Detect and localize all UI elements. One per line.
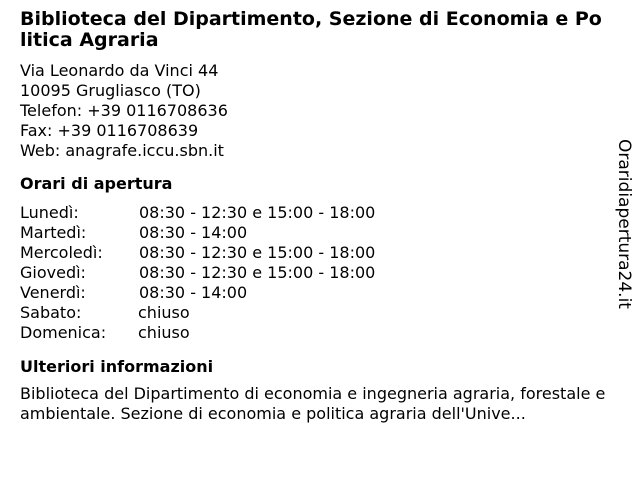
address-block bbox=[20, 61, 628, 161]
site-watermark bbox=[612, 136, 636, 312]
day-hours: chiuso bbox=[138, 303, 190, 322]
day-label: Mercoledì: bbox=[20, 243, 103, 262]
city-postcode: 10095 Grugliasco (TO) bbox=[20, 81, 201, 100]
day-hours: 08:30 - 14:00 bbox=[139, 223, 248, 242]
day-hours: chiuso bbox=[138, 323, 190, 342]
more-info-text: Biblioteca del Dipartimento di economia e ingegneria agraria, forestale e ambientale. Sezione di economia e politica agraria dell'Unive... bbox=[20, 384, 606, 423]
day-hours: 08:30 - 12:30 e 15:00 - 18:00 bbox=[139, 263, 376, 282]
day-label: Sabato: bbox=[20, 303, 82, 322]
day-label: Domenica: bbox=[20, 323, 107, 342]
day-label: Giovedì: bbox=[20, 263, 86, 282]
hours-row-thursday bbox=[20, 263, 628, 283]
website: Web: anagrafe.iccu.sbn.it bbox=[20, 141, 224, 160]
day-hours: 08:30 - 14:00 bbox=[139, 283, 248, 302]
street-address: Via Leonardo da Vinci 44 bbox=[20, 61, 219, 80]
phone-number: Telefon: +39 0116708636 bbox=[20, 101, 228, 120]
hours-row-monday bbox=[20, 203, 628, 223]
hours-row-tuesday bbox=[20, 223, 628, 243]
day-label: Lunedì: bbox=[20, 203, 79, 222]
hours-row-wednesday bbox=[20, 243, 628, 263]
day-label: Martedì: bbox=[20, 223, 87, 242]
watermark-text: Oraridiapertura24.it bbox=[614, 139, 635, 309]
library-info-card bbox=[20, 9, 628, 424]
hours-row-saturday bbox=[20, 303, 628, 323]
opening-hours-heading: Orari di apertura bbox=[20, 174, 173, 193]
more-info-heading: Ulteriori informazioni bbox=[20, 357, 214, 376]
day-hours: 08:30 - 12:30 e 15:00 - 18:00 bbox=[139, 203, 376, 222]
fax-number: Fax: +39 0116708639 bbox=[20, 121, 199, 140]
page-title: Biblioteca del Dipartimento, Sezione di Economia e Politica Agraria bbox=[20, 8, 602, 51]
hours-row-friday bbox=[20, 283, 628, 303]
day-label: Venerdì: bbox=[20, 283, 86, 302]
hours-row-sunday bbox=[20, 323, 628, 343]
opening-hours-table bbox=[20, 203, 628, 343]
day-hours: 08:30 - 12:30 e 15:00 - 18:00 bbox=[139, 243, 376, 262]
